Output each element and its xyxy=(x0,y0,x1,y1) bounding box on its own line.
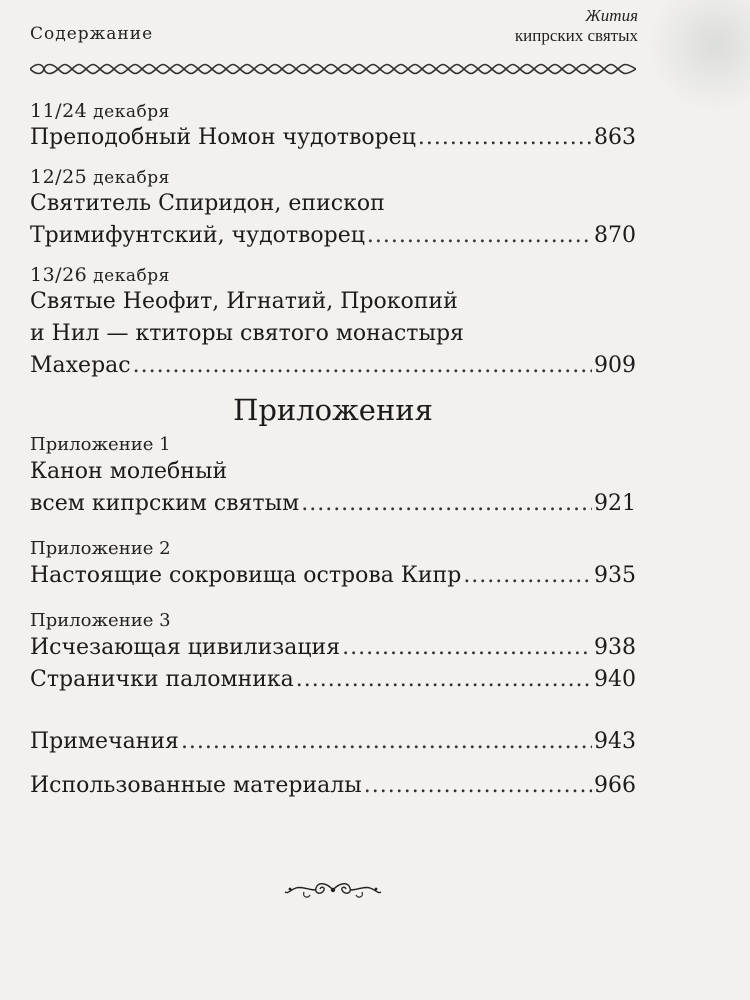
toc-entry xyxy=(30,166,636,252)
appendix-label: Приложение 3 xyxy=(30,610,171,631)
entry-title: Исчезающая цивилизация xyxy=(30,635,341,660)
appendix-label: Приложение 2 xyxy=(30,538,171,559)
toc-line xyxy=(30,220,636,252)
dot-leader xyxy=(364,770,592,802)
entry-title: Тримифунтский, чудотворец xyxy=(30,223,365,248)
entry-title: Примечания xyxy=(30,729,179,754)
page-number: 921 xyxy=(594,491,636,516)
toc-line xyxy=(30,188,636,220)
entry-title: Использованные материалы xyxy=(30,773,362,798)
toc-line-sources xyxy=(30,770,636,802)
page-number: 938 xyxy=(594,635,636,660)
appendices-heading: Приложения xyxy=(233,393,433,427)
dot-leader xyxy=(418,122,592,154)
appendix-entry xyxy=(30,538,636,592)
dot-leader xyxy=(181,726,592,758)
bleed-through-seal xyxy=(650,0,750,110)
dot-leader xyxy=(463,560,592,592)
toc-line xyxy=(30,318,636,350)
toc-line xyxy=(30,122,636,154)
page-number: 940 xyxy=(594,667,636,692)
page-number: 870 xyxy=(594,223,636,248)
footer-ornament-icon xyxy=(284,878,382,902)
entry-title: Святые Неофит, Игнатий, Прокопий xyxy=(30,289,458,314)
toc-line xyxy=(30,560,636,592)
toc-entry xyxy=(30,264,636,382)
table-of-contents xyxy=(30,100,636,802)
header-ornament-rule xyxy=(30,62,636,76)
appendix-label: Приложение 1 xyxy=(30,434,171,455)
entry-date xyxy=(30,100,636,122)
entry-title: Канон молебный xyxy=(30,459,228,484)
running-header-right-line2: кипрских святых xyxy=(514,26,638,45)
dot-leader xyxy=(301,488,592,520)
appendix-entry xyxy=(30,434,636,520)
entry-title: всем кипрским святым xyxy=(30,491,300,516)
toc-line xyxy=(30,350,636,382)
entry-title: Странички паломника xyxy=(30,667,294,692)
page-number: 966 xyxy=(594,773,636,798)
running-header-left: Содержание xyxy=(30,24,154,44)
entry-date-number: 11/24 xyxy=(30,100,88,122)
toc-line xyxy=(30,632,636,664)
appendix-entry xyxy=(30,610,636,696)
page-number: 943 xyxy=(594,729,636,754)
entry-title: Преподобный Номон чудотворец xyxy=(30,125,416,150)
dot-leader xyxy=(296,664,592,696)
toc-line xyxy=(30,286,636,318)
page-number: 909 xyxy=(594,353,636,378)
entry-title: Настоящие сокровища острова Кипр xyxy=(30,563,462,588)
entry-title: Святитель Спиридон, епископ xyxy=(30,191,385,216)
entry-title: и Нил — ктиторы святого монастыря xyxy=(30,321,464,346)
toc-line xyxy=(30,456,636,488)
running-header-right-line1: Жития xyxy=(585,6,638,25)
toc-entry xyxy=(30,100,636,154)
dot-leader xyxy=(342,632,592,664)
entry-title: Махерас xyxy=(30,353,131,378)
running-header-right xyxy=(515,6,638,46)
entry-date-month: декабря xyxy=(93,266,170,286)
toc-line-notes xyxy=(30,726,636,758)
entry-date-month: декабря xyxy=(93,168,170,188)
entry-date-number: 13/26 xyxy=(30,264,88,286)
toc-line xyxy=(30,664,636,696)
entry-date-month: декабря xyxy=(93,102,170,122)
page-number: 935 xyxy=(594,563,636,588)
dot-leader xyxy=(133,350,592,382)
entry-date xyxy=(30,264,636,286)
entry-date xyxy=(30,166,636,188)
page-number: 863 xyxy=(594,125,636,150)
toc-line xyxy=(30,488,636,520)
dot-leader xyxy=(367,220,592,252)
entry-date-number: 12/25 xyxy=(30,166,88,188)
